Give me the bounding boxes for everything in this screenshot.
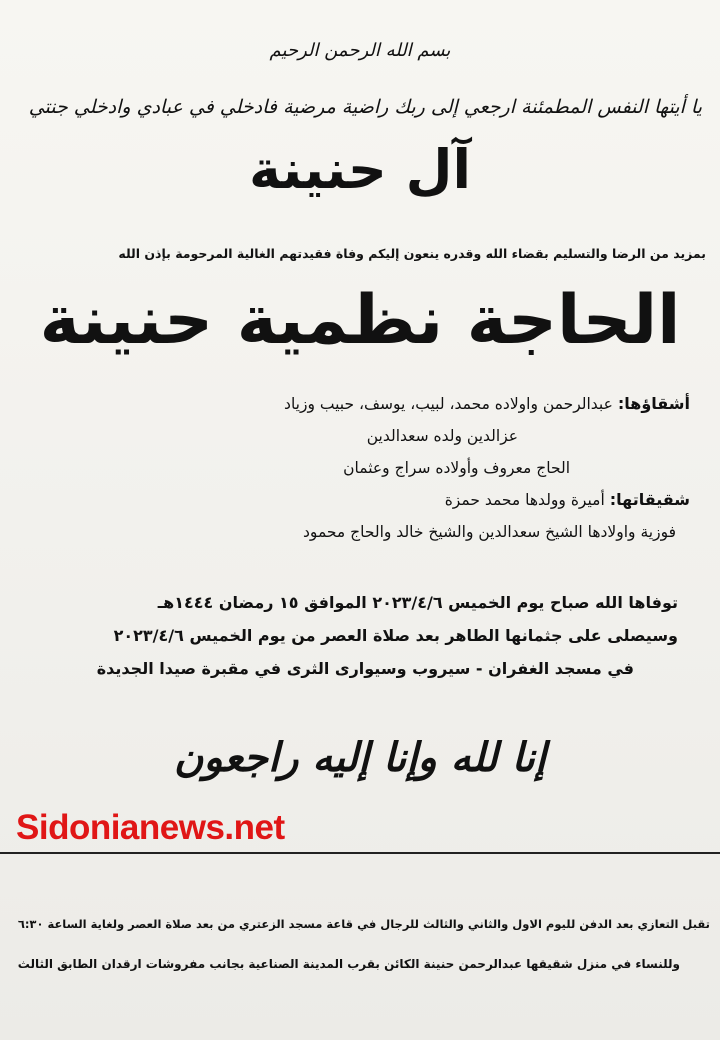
brothers-names-1: عبدالرحمن واولاده محمد، لبيب، يوسف، حبيب وزياد [284, 395, 613, 413]
family-name: آل حنينة [249, 138, 471, 201]
divider-line [0, 852, 720, 854]
condolences-men: تقبل التعازي بعد الدفن لليوم الاول والثاني والثالث للرجال في قاعة مسجد الزعتري من بعد صلاة العصر ولغاية الساعة ٦:٣٠ [17, 917, 710, 931]
deceased-name: الحاجة نظمية حنينة [39, 281, 681, 360]
brothers-names-2: عزالدين ولده سعدالدين [366, 427, 518, 445]
relatives-section [30, 388, 690, 548]
watermark: Sidonianews.net [16, 808, 285, 847]
basmala: بسم الله الرحمن الرحيم [269, 40, 451, 61]
announcement-text: بمزيد من الرضا والتسليم بقضاء الله وقدره ينعون إليكم وفاة فقيدتهم الغالية المرحومة بإذن الله [118, 246, 706, 261]
sisters-names-2: فوزية واولادها الشيخ سعدالدين والشيخ خالد والحاج محمود [303, 523, 676, 541]
condolences-women: وللنساء في منزل شقيقها عبدالرحمن حنينة الكائن بقرب المدينة الصناعية بجانب مفروشات ارقدان الطابق الثالث [17, 957, 680, 971]
sisters-names-1: أميرة وولدها محمد حمزة [444, 491, 605, 509]
brothers-label: أشقاؤها: [617, 394, 690, 413]
condolences-section [4, 904, 710, 984]
sisters-label: شقيقاتها: [609, 490, 690, 509]
brothers-line [30, 388, 690, 420]
prayer-line: وسيصلى على جثمانها الطاهر بعد صلاة العصر من يوم الخميس ٢٠٢٣/٤/٦ [113, 626, 678, 645]
funeral-info [28, 586, 678, 685]
death-date-line: توفاها الله صباح يوم الخميس ٢٠٢٣/٤/٦ الموافق ١٥ رمضان ١٤٤٤هـ [157, 593, 678, 612]
burial-line: في مسجد الغفران - سيروب وسيوارى الثرى في مقبرة صيدا الجديدة [96, 659, 634, 678]
quran-phrase: إنا لله وإنا إليه راجعون [173, 734, 547, 781]
quran-verse: يا أيتها النفس المطمئنة ارجعي إلى ربك راضية مرضية فادخلي في عبادي وادخلي جنتي [28, 96, 702, 118]
sisters-line [30, 484, 690, 516]
brothers-names-3: الحاج معروف وأولاده سراج وعثمان [343, 459, 570, 477]
